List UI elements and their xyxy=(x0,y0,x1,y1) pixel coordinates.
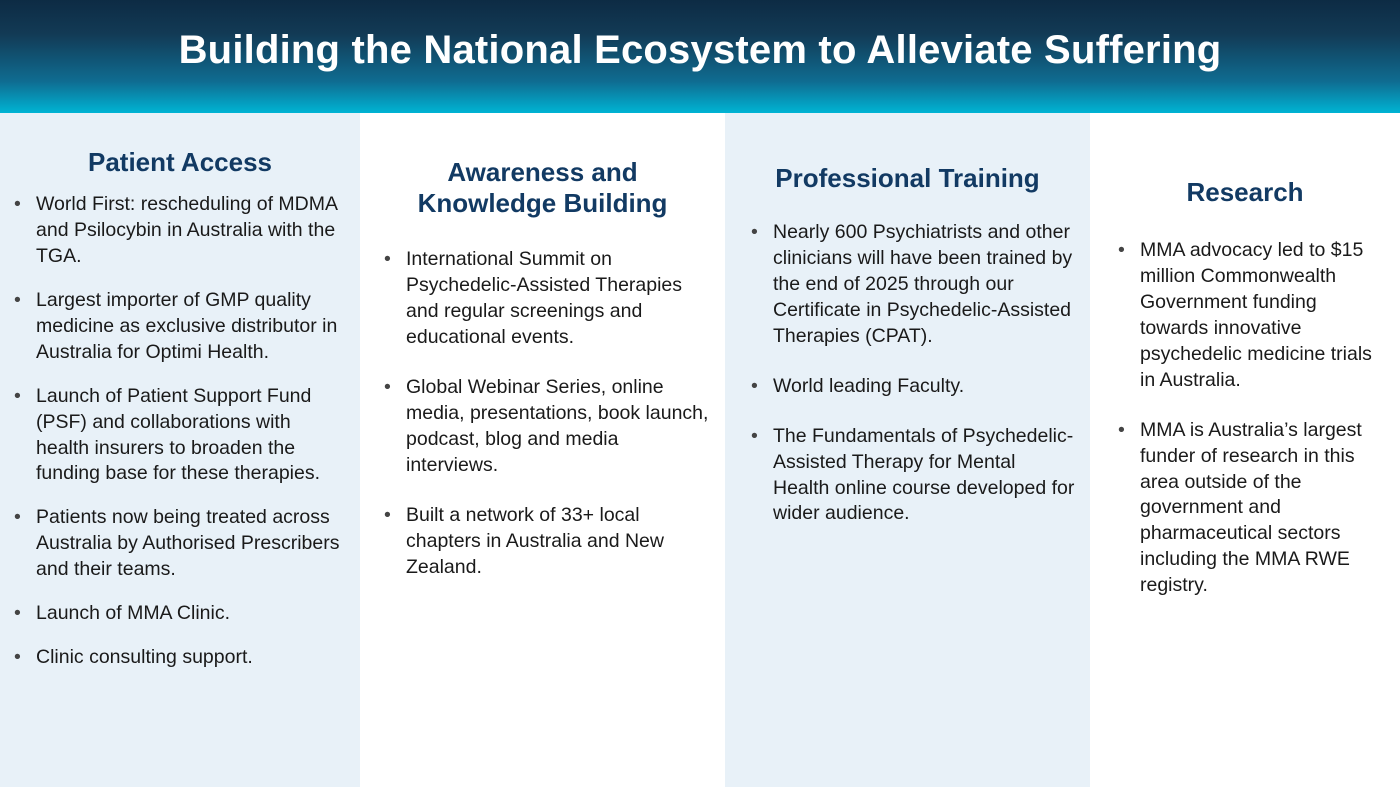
bullet-text: Global Webinar Series, online media, presentations, book launch, podcast, blog and media interviews. xyxy=(406,376,709,476)
list-item xyxy=(8,288,348,366)
bullet-text: Built a network of 33+ local chapters in Australia and New Zealand. xyxy=(406,503,664,578)
list-item xyxy=(745,220,1076,350)
list-item xyxy=(745,374,1076,400)
bullet-dot-icon: • xyxy=(384,248,391,271)
bullet-text: Launch of MMA Clinic. xyxy=(36,602,231,625)
bullet-dot-icon: • xyxy=(14,506,21,529)
list-item xyxy=(1112,238,1390,394)
bullet-text: Largest importer of GMP quality medicine as exclusive distributor in Australia for Optimi Health. xyxy=(36,288,338,363)
bullet-dot-icon: • xyxy=(14,384,21,407)
column-awareness-knowledge-building xyxy=(360,113,725,787)
bullet-dot-icon: • xyxy=(1118,418,1125,441)
bullet-dot-icon: • xyxy=(14,646,21,669)
slide-header-banner xyxy=(0,0,1400,113)
bullet-text: The Fundamentals of Psychedelic-Assisted Therapy for Mental Health online course developed for wider audience. xyxy=(773,424,1075,525)
bullet-list xyxy=(360,225,725,580)
column-professional-training xyxy=(725,113,1090,787)
list-item xyxy=(8,192,348,270)
bullet-text: Clinic consulting support. xyxy=(36,646,253,669)
bullet-text: Patients now being treated across Australia by Authorised Prescribers and their teams. xyxy=(36,506,340,581)
bullet-text: Launch of Patient Support Fund (PSF) and collaborations with health insurers to broaden the funding base for these therapies. xyxy=(36,384,321,485)
column-heading: Research xyxy=(1186,177,1304,207)
list-item xyxy=(8,505,348,583)
bullet-text: MMA is Australia’s largest funder of research in this area outside of the government and pharmaceutical sectors including the MMA RWE registry. xyxy=(1140,418,1362,597)
bullet-text: World leading Faculty. xyxy=(773,374,965,397)
columns-container xyxy=(0,113,1400,787)
list-item xyxy=(8,601,348,627)
bullet-dot-icon: • xyxy=(751,424,758,447)
column-heading: Professional Training xyxy=(775,163,1040,193)
bullet-list xyxy=(0,184,360,671)
bullet-dot-icon: • xyxy=(14,602,21,625)
bullet-dot-icon: • xyxy=(14,288,21,311)
bullet-list xyxy=(1090,214,1400,599)
bullet-text: World First: rescheduling of MDMA and Psilocybin in Australia with the TGA. xyxy=(36,193,337,268)
bullet-text: Nearly 600 Psychiatrists and other clinicians will have been trained by the end of 2025 through our Certificate in Psychedelic-Assisted Therapies (CPAT). xyxy=(773,221,1073,347)
column-heading: Patient Access xyxy=(87,147,273,177)
list-item xyxy=(745,424,1076,528)
column-heading: Awareness and Knowledge Building xyxy=(417,157,668,219)
bullet-dot-icon: • xyxy=(1118,239,1125,262)
bullet-dot-icon: • xyxy=(384,376,391,399)
bullet-dot-icon: • xyxy=(751,221,758,244)
bullet-text: International Summit on Psychedelic-Assisted Therapies and regular screenings and educational events. xyxy=(406,248,683,349)
column-research xyxy=(1090,113,1400,787)
list-item xyxy=(378,375,711,479)
column-patient-access xyxy=(0,113,360,787)
bullet-dot-icon: • xyxy=(384,503,391,526)
list-item xyxy=(378,503,711,581)
list-item xyxy=(8,384,348,488)
bullet-dot-icon: • xyxy=(14,193,21,216)
bullet-text: MMA advocacy led to $15 million Commonwealth Government funding towards innovative psychedelic medicine trials in Australia. xyxy=(1140,239,1372,391)
bullet-list xyxy=(725,200,1090,527)
slide-title: Building the National Ecosystem to Alleviate Suffering xyxy=(178,27,1222,72)
list-item xyxy=(8,645,348,671)
list-item xyxy=(1112,418,1390,599)
bullet-dot-icon: • xyxy=(751,374,758,397)
list-item xyxy=(378,247,711,351)
